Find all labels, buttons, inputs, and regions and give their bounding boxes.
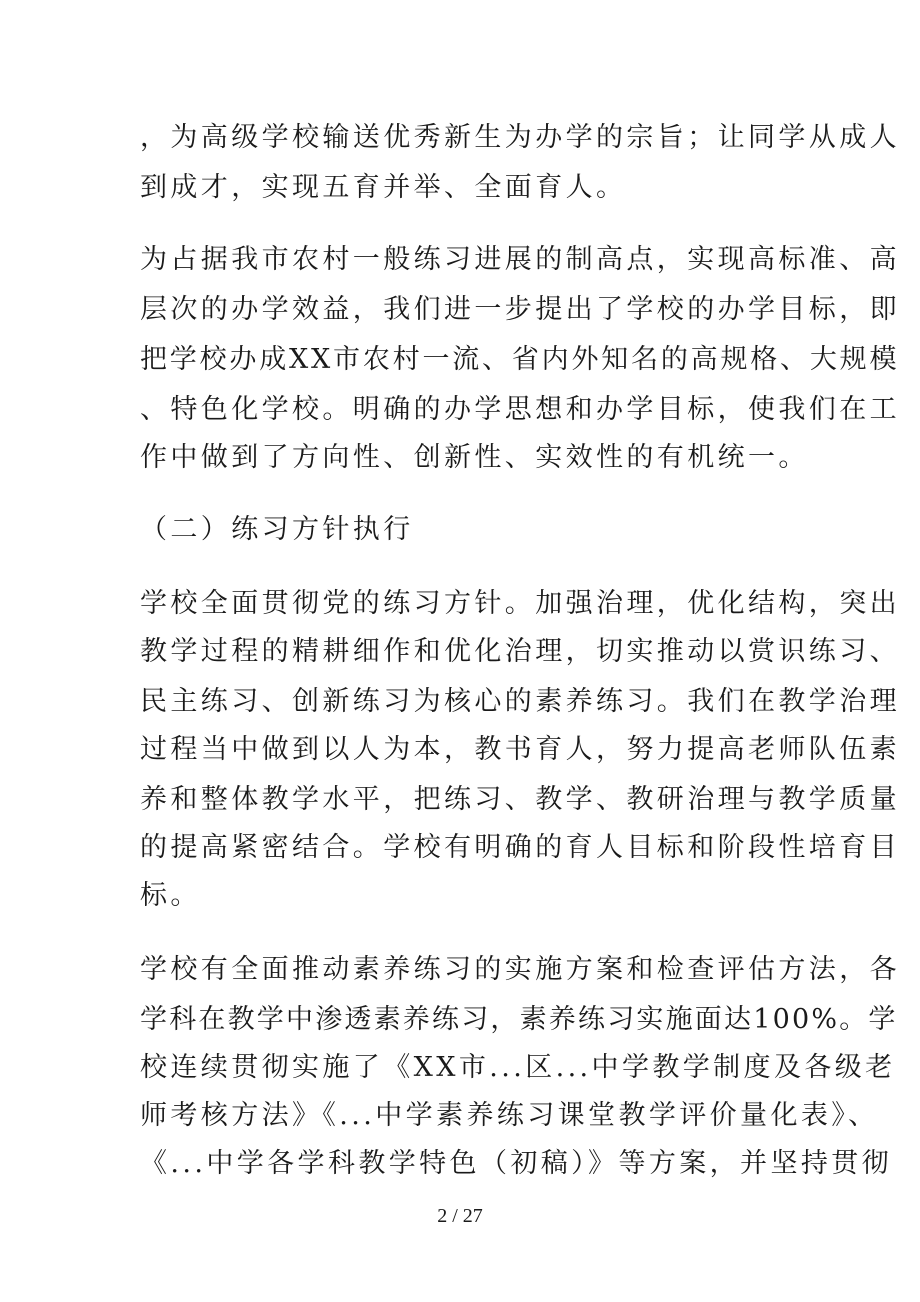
paragraph-1-line-1: ，为高级学校输送优秀新生为办学的宗旨；让同学从成人 bbox=[140, 122, 900, 153]
paragraph-2-line-2: 层次的办学效益，我们进一步提出了学校的办学目标，即 bbox=[140, 294, 900, 325]
paragraph-5-line-1: 学校有全面推动素养练习的实施方案和检查评估方法，各 bbox=[140, 954, 900, 985]
page-number: 2 / 27 bbox=[437, 1205, 483, 1227]
paragraph-5-line-4: 师考核方法》《...中学素养练习课堂教学评价量化表》、 bbox=[140, 1100, 879, 1131]
paragraph-4-line-4: 过程当中做到以人为本，教书育人，努力提高老师队伍素 bbox=[140, 734, 900, 765]
paragraph-4-line-3: 民主练习、创新练习为核心的素养练习。我们在教学治理 bbox=[140, 686, 900, 717]
paragraph-4-line-5: 养和整体教学水平，把练习、教学、教研治理与教学质量 bbox=[140, 784, 900, 815]
paragraph-2-line-1: 为占据我市农村一般练习进展的制高点，实现高标准、高 bbox=[140, 244, 900, 275]
paragraph-4-line-1: 学校全面贯彻党的练习方针。加强治理，优化结构，突出 bbox=[140, 588, 900, 619]
paragraph-2-line-3: 把学校办成XX市农村一流、省内外知名的高规格、大规模 bbox=[140, 344, 900, 375]
paragraph-4-line-6: 的提高紧密结合。学校有明确的育人目标和阶段性培育目 bbox=[140, 832, 900, 863]
paragraph-5-line-5: 《...中学各学科教学特色（初稿）》等方案，并坚持贯彻 bbox=[140, 1148, 893, 1179]
paragraph-4-line-7: 标。 bbox=[140, 880, 201, 911]
paragraph-4-line-2: 教学过程的精耕细作和优化治理，切实推动以赏识练习、 bbox=[140, 636, 900, 667]
section-heading: （二）练习方针执行 bbox=[140, 514, 414, 545]
paragraph-1-line-2: 到成才，实现五育并举、全面育人。 bbox=[140, 172, 627, 203]
paragraph-2-line-5: 作中做到了方向性、创新性、实效性的有机统一。 bbox=[140, 442, 809, 473]
paragraph-2-line-4: 、特色化学校。明确的办学思想和办学目标，使我们在工 bbox=[140, 394, 900, 425]
paragraph-5-line-3: 校连续贯彻实施了《XX市...区...中学教学制度及各级老 bbox=[140, 1052, 896, 1083]
paragraph-5-line-2: 学科在教学中渗透素养练习，素养练习实施面达100%。学 bbox=[140, 1004, 898, 1035]
